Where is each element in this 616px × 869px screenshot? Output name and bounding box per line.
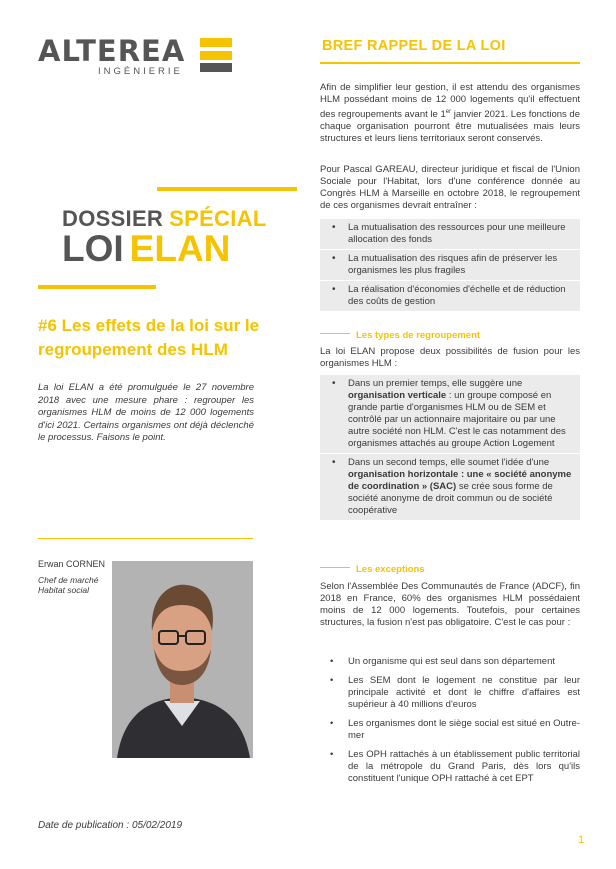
list-item: • Les organismes dont le siège social est situé en Outre-mer — [320, 718, 580, 742]
author-role: Chef de marché Habitat social — [38, 575, 99, 595]
list-item: • Les OPH rattachés à un établissement public territorial de la métropole du Grand Paris, dès lors qu'ils constituent l'unique OPH rattaché à cet EPT — [320, 749, 580, 785]
paragraph-2: Pour Pascal GAREAU, directeur juridique et fiscal de l'Union Sociale pour l'Habitat, lors d'une conférence donnée au Congrès HLM à Marseille en octobre 2018, le regroupement de ces organismes devrait entraîner : — [320, 164, 580, 211]
section-heading-types: Les types de regroupement — [320, 325, 480, 343]
list-item: • Dans un second temps, elle soumet l'idée d'une organisation horizontale : une « société anonyme de coordination » (SAC) se crée sous forme de société anonyme de droit commun ou de société coopérative — [320, 454, 580, 521]
logo-subtitle: INGÉNIERIE — [98, 66, 183, 77]
paragraph-3: La loi ELAN propose deux possibilités de fusion pour les organismes HLM : — [320, 346, 580, 369]
logo-wordmark: ALTEREA — [38, 34, 186, 68]
paragraph-1: Afin de simplifier leur gestion, il est attendu des organismes HLM possédant moins de 12 000 logements qu'il effectuent des regroupements avant le 1er janvier 2021. Les fonctions de chaque organisation pourront être mutualisées mais leurs structures et leurs liens territoriaux seront conservés. — [320, 82, 580, 145]
title-top-rule — [157, 187, 297, 191]
publication-date: Date de publication : 05/02/2019 — [38, 820, 182, 831]
list-item: • Un organisme qui est seul dans son département — [320, 656, 580, 668]
logo-mark-icon — [198, 38, 234, 72]
author-name: Erwan CORNEN — [38, 559, 106, 569]
list-item: • La réalisation d'économies d'échelle et de réduction des coûts de gestion — [320, 281, 580, 312]
exceptions-list — [320, 656, 580, 792]
section-heading-rappel: BREF RAPPEL DE LA LOI — [322, 38, 506, 54]
intro-paragraph: La loi ELAN a été promulguée le 27 novembre 2018 avec une mesure phare : regrouper les organismes HLM de moins de 12 000 logements d'ici 2021. Certains organismes ont déjà déclenché le processus. Faisons le point. — [38, 382, 254, 443]
benefits-list — [320, 219, 580, 312]
page-number: 1 — [578, 834, 585, 846]
author-photo — [112, 561, 253, 758]
fusion-types-list — [320, 375, 580, 521]
paragraph-4: Selon l'Assemblée Des Communautés de France (ADCF), fin 2018 en France, 60% des organismes HLM possédaient moins de 12 000 logements. Toutefois, pour certaines structures, la fusion n'est pas obligatoire. C'est le cas pour : — [320, 581, 580, 628]
list-item: • La mutualisation des risques afin de préserver les organismes les plus fragiles — [320, 250, 580, 281]
dossier-title-line2: LOI ELAN — [62, 228, 231, 269]
author-divider — [38, 538, 253, 539]
heading-rule — [320, 62, 580, 64]
title-bottom-rule — [38, 285, 156, 289]
list-item: • La mutualisation des ressources pour une meilleure allocation des fonds — [320, 219, 580, 250]
list-item: • Dans un premier temps, elle suggère une organisation verticale : un groupe composé en grande partie d'organismes HLM ou de SEM et contrôlé par un actionnaire majoritaire ou par une autre société non HLM. C'est le cas notamment des organismes attachés au groupe Action Logement — [320, 375, 580, 454]
section-heading-exceptions: Les exceptions — [320, 559, 425, 577]
article-subtitle: #6 Les effets de la loi sur le regroupement des HLM — [38, 316, 260, 359]
list-item: • Les SEM dont le logement ne constitue par leur principale activité et dont le chiffre d'affaires est supérieur à 40 millions d'euros — [320, 675, 580, 711]
dossier-title-line1: DOSSIER SPÉCIAL — [62, 206, 267, 231]
